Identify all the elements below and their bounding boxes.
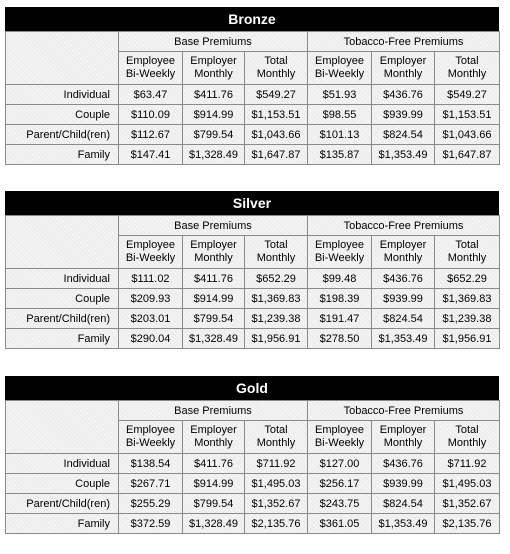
premium-cell: $127.00 <box>308 454 372 474</box>
base-premiums-header: Base Premiums <box>119 216 308 236</box>
column-header <box>119 236 183 269</box>
premium-cell: $110.09 <box>119 105 183 125</box>
column-header-row <box>6 236 500 269</box>
premium-cell: $255.29 <box>119 494 183 514</box>
column-header <box>245 236 308 269</box>
column-header-line: Employee <box>126 55 175 67</box>
premium-cell: $1,956.91 <box>245 329 308 349</box>
row-label: Family <box>6 329 119 349</box>
column-header <box>308 52 372 85</box>
premium-cell: $652.29 <box>245 269 308 289</box>
premium-cell: $203.01 <box>119 309 183 329</box>
premium-cell: $2,135.76 <box>245 514 308 534</box>
premium-cell: $278.50 <box>308 329 372 349</box>
blank-cell <box>6 216 119 236</box>
premium-cell: $436.76 <box>372 269 435 289</box>
premium-cell: $1,369.83 <box>245 289 308 309</box>
row-label: Family <box>6 145 119 165</box>
row-label: Individual <box>6 269 119 289</box>
premium-cell: $1,239.38 <box>245 309 308 329</box>
premium-cell: $411.76 <box>183 269 245 289</box>
column-header-line: Monthly <box>194 68 233 80</box>
premium-cell: $939.99 <box>372 105 435 125</box>
base-premiums-header: Base Premiums <box>119 401 308 421</box>
premium-cell: $99.48 <box>308 269 372 289</box>
premium-cell: $2,135.76 <box>435 514 500 534</box>
column-header-line: Bi-Weekly <box>314 68 365 80</box>
column-header-line: Employer <box>190 424 237 436</box>
tobacco-free-premiums-header: Tobacco-Free Premiums <box>308 216 500 236</box>
table-row <box>6 145 500 165</box>
premium-cell: $711.92 <box>435 454 500 474</box>
premium-cell: $101.13 <box>308 125 372 145</box>
premium-cell: $1,043.66 <box>245 125 308 145</box>
column-header <box>435 52 500 85</box>
column-header-line: Total <box>455 424 479 436</box>
premium-table <box>5 400 500 534</box>
column-header-line: Employer <box>190 239 237 251</box>
premium-cell: $652.29 <box>435 269 500 289</box>
plan-title: Silver <box>5 191 499 215</box>
premium-cell: $436.76 <box>372 454 435 474</box>
column-header-line: Monthly <box>194 437 233 449</box>
column-header-line: Monthly <box>383 252 423 264</box>
row-label: Parent/Child(ren) <box>6 494 119 514</box>
column-header-line: Monthly <box>447 437 487 449</box>
blank-cell <box>6 421 119 454</box>
tobacco-free-premiums-header: Tobacco-Free Premiums <box>308 32 500 52</box>
row-label: Couple <box>6 474 119 494</box>
column-header-line: Employer <box>190 55 237 67</box>
premium-cell: $1,647.87 <box>435 145 500 165</box>
premium-cell: $549.27 <box>245 85 308 105</box>
column-header-row <box>6 52 500 85</box>
column-header-line: Employer <box>379 239 427 251</box>
premium-cell: $914.99 <box>183 474 245 494</box>
premium-cell: $1,352.67 <box>435 494 500 514</box>
column-header-line: Employee <box>126 424 175 436</box>
column-header <box>372 236 435 269</box>
premium-cell: $267.71 <box>119 474 183 494</box>
premium-cell: $147.41 <box>119 145 183 165</box>
column-header <box>119 421 183 454</box>
column-header-line: Monthly <box>256 68 296 80</box>
column-header <box>119 52 183 85</box>
column-header <box>308 236 372 269</box>
table-row <box>6 514 500 534</box>
premium-cell: $411.76 <box>183 85 245 105</box>
table-row <box>6 125 500 145</box>
premium-cell: $1,043.66 <box>435 125 500 145</box>
column-header-line: Total <box>455 239 479 251</box>
column-header-line: Total <box>264 55 288 67</box>
column-header-line: Employee <box>315 424 364 436</box>
premium-cell: $1,956.91 <box>435 329 500 349</box>
group-header-row <box>6 401 500 421</box>
premium-cell: $799.54 <box>183 125 245 145</box>
column-header-line: Employee <box>126 239 175 251</box>
premium-cell: $1,353.49 <box>372 329 435 349</box>
column-header-line: Employer <box>379 55 427 67</box>
table-row <box>6 494 500 514</box>
table-row <box>6 289 500 309</box>
premium-cell: $1,328.49 <box>183 514 245 534</box>
column-header <box>308 421 372 454</box>
premium-cell: $824.54 <box>372 309 435 329</box>
row-label: Couple <box>6 289 119 309</box>
premium-cell: $198.39 <box>308 289 372 309</box>
premium-cell: $191.47 <box>308 309 372 329</box>
column-header <box>435 236 500 269</box>
premium-cell: $824.54 <box>372 125 435 145</box>
group-header-row <box>6 216 500 236</box>
plan-silver <box>5 191 499 349</box>
blank-cell <box>6 401 119 421</box>
premium-cell: $1,647.87 <box>245 145 308 165</box>
row-label: Family <box>6 514 119 534</box>
column-header-line: Employer <box>379 424 427 436</box>
column-header <box>372 52 435 85</box>
premium-cell: $135.87 <box>308 145 372 165</box>
column-header-line: Monthly <box>383 68 423 80</box>
column-header-line: Monthly <box>383 437 423 449</box>
premium-cell: $1,328.49 <box>183 145 245 165</box>
premium-cell: $209.93 <box>119 289 183 309</box>
blank-cell <box>6 52 119 85</box>
column-header <box>245 421 308 454</box>
column-header-line: Total <box>455 55 479 67</box>
premium-cell: $98.55 <box>308 105 372 125</box>
column-header <box>183 421 245 454</box>
blank-cell <box>6 236 119 269</box>
column-header-row <box>6 421 500 454</box>
column-header-line: Monthly <box>256 437 296 449</box>
row-label: Individual <box>6 85 119 105</box>
column-header-line: Bi-Weekly <box>125 437 176 449</box>
plan-title: Gold <box>5 376 499 400</box>
table-row <box>6 309 500 329</box>
column-header <box>372 421 435 454</box>
premium-cell: $1,353.49 <box>372 514 435 534</box>
premium-cell: $1,352.67 <box>245 494 308 514</box>
premium-cell: $1,239.38 <box>435 309 500 329</box>
table-row <box>6 474 500 494</box>
column-header <box>183 236 245 269</box>
premium-cell: $63.47 <box>119 85 183 105</box>
premium-cell: $549.27 <box>435 85 500 105</box>
premium-cell: $1,495.03 <box>245 474 308 494</box>
premium-cell: $939.99 <box>372 289 435 309</box>
blank-cell <box>6 32 119 52</box>
premium-cell: $711.92 <box>245 454 308 474</box>
premium-cell: $914.99 <box>183 289 245 309</box>
tobacco-free-premiums-header: Tobacco-Free Premiums <box>308 401 500 421</box>
column-header-line: Total <box>264 424 288 436</box>
premium-table <box>5 31 500 165</box>
row-label: Parent/Child(ren) <box>6 309 119 329</box>
column-header-line: Monthly <box>194 252 233 264</box>
column-header <box>435 421 500 454</box>
column-header <box>183 52 245 85</box>
table-row <box>6 85 500 105</box>
plan-gold <box>5 376 499 534</box>
column-header-line: Employee <box>315 55 364 67</box>
row-label: Parent/Child(ren) <box>6 125 119 145</box>
premium-cell: $138.54 <box>119 454 183 474</box>
column-header-line: Total <box>264 239 288 251</box>
row-label: Couple <box>6 105 119 125</box>
premium-cell: $939.99 <box>372 474 435 494</box>
row-label: Individual <box>6 454 119 474</box>
premium-cell: $436.76 <box>372 85 435 105</box>
plan-title: Bronze <box>5 7 499 31</box>
base-premiums-header: Base Premiums <box>119 32 308 52</box>
premium-cell: $372.59 <box>119 514 183 534</box>
premium-cell: $914.99 <box>183 105 245 125</box>
column-header-line: Monthly <box>256 252 296 264</box>
premium-cell: $243.75 <box>308 494 372 514</box>
premium-cell: $799.54 <box>183 494 245 514</box>
table-row <box>6 105 500 125</box>
column-header-line: Employee <box>315 239 364 251</box>
premium-cell: $1,153.51 <box>245 105 308 125</box>
premium-cell: $111.02 <box>119 269 183 289</box>
column-header <box>245 52 308 85</box>
premium-cell: $361.05 <box>308 514 372 534</box>
column-header-line: Bi-Weekly <box>125 68 176 80</box>
table-row <box>6 329 500 349</box>
column-header-line: Bi-Weekly <box>125 252 176 264</box>
column-header-line: Monthly <box>447 68 487 80</box>
table-row <box>6 454 500 474</box>
premium-cell: $799.54 <box>183 309 245 329</box>
column-header-line: Monthly <box>447 252 487 264</box>
premium-cell: $411.76 <box>183 454 245 474</box>
table-row <box>6 269 500 289</box>
column-header-line: Bi-Weekly <box>314 252 365 264</box>
plan-bronze <box>5 7 499 165</box>
column-header-line: Bi-Weekly <box>314 437 365 449</box>
premium-cell: $256.17 <box>308 474 372 494</box>
premium-cell: $1,328.49 <box>183 329 245 349</box>
premium-table <box>5 215 500 349</box>
premium-cell: $51.93 <box>308 85 372 105</box>
group-header-row <box>6 32 500 52</box>
premium-cell: $290.04 <box>119 329 183 349</box>
premium-cell: $1,353.49 <box>372 145 435 165</box>
premium-cell: $1,495.03 <box>435 474 500 494</box>
premium-cell: $1,153.51 <box>435 105 500 125</box>
premium-cell: $1,369.83 <box>435 289 500 309</box>
premium-cell: $112.67 <box>119 125 183 145</box>
premium-cell: $824.54 <box>372 494 435 514</box>
